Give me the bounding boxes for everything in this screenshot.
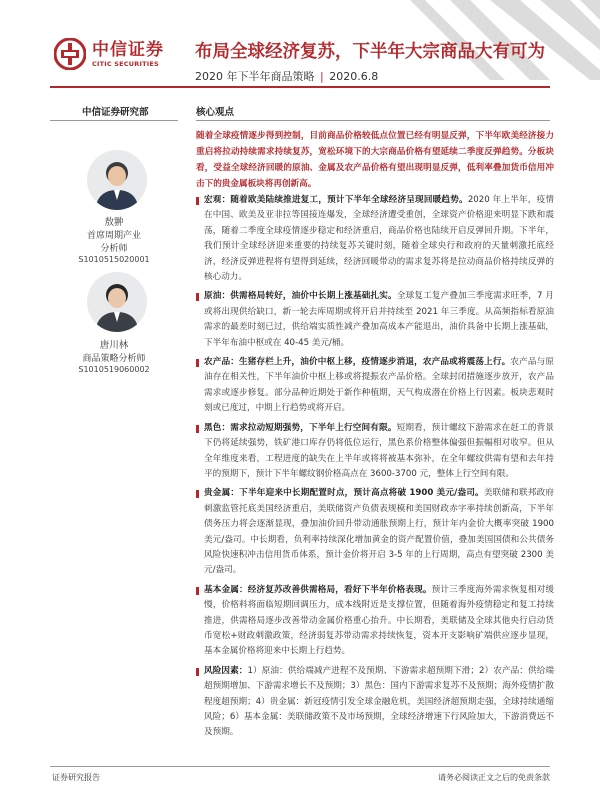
- citic-logo-icon: [54, 38, 86, 70]
- section-base-metals: [196, 583, 554, 660]
- left-divider: [50, 120, 178, 121]
- analyst-1-license: S1010515020001: [78, 255, 150, 264]
- right-divider: [196, 120, 550, 121]
- report-subtitle: [195, 68, 378, 84]
- section-lead: 风险因素：: [204, 665, 248, 676]
- analyst-2-license: S1010519060002: [78, 365, 150, 374]
- footer-report-type: 证券研究报告: [52, 773, 100, 782]
- analyst-1-title: 首席周期产业: [86, 231, 141, 241]
- analyst-1-photo: [87, 150, 147, 210]
- analyst-1-name: 敖翀: [104, 217, 124, 228]
- section-risks: [196, 664, 554, 741]
- report-date: 2020.6.8: [329, 70, 379, 83]
- section-ferrous: [196, 421, 554, 483]
- analyst-1-title-line2: 分析师: [100, 244, 128, 254]
- core-views-heading: 核心观点: [196, 107, 235, 118]
- section-agriculture: [196, 355, 554, 417]
- section-lead: 基本金属：经济复苏改善供需格局，看好下半年价格表现。: [204, 584, 432, 595]
- section-macro: [196, 193, 554, 285]
- section-body: 预计三季度海外需求恢复相对缓慢，价格料将面临短期回调压力，成本线附近是支撑位置，但随着海外疫情稳定和复工持续推进，供需格局逐步改善带动金属价格重心抬升。中长期看，美联储及全球其他央行启动货币宽松+财政刺激政策，经济弱复苏带动需求持续恢复，资本开支影响矿端供应逐步显现，基本金属价格将迎来中长期上行趋势。: [204, 584, 554, 657]
- person-icon: [87, 150, 147, 210]
- section-body: 美联储和联邦政府刺激监管托底美国经济重启，美联储资产负债表规模和美国财政赤字率持续创新高，下半年债务压力将会逐渐显现，叠加油价回升带动通胀预期上行，预计年内金价大概率突破 1900 美元/盎司。中长期看，负利率持续深化增加黄金的资产配置价值，叠加美国国债和公共债务风险快速积冲击信用货币体系，预计金价将开启 3-5 年的上行周期，高点有望突破 2300 美元/盎司。: [204, 488, 554, 576]
- section-body: 全球复工复产叠加三季度需求旺季，7 月或将出现供给缺口，新一轮去库周期或将开启并持续至 2021 年三季度。从高频指标看原油需求的最差时刻已过，供给端实质性减产叠加高成本产能退出，油价具备中长期上涨基础，下半年布油中枢或在 40-45 美元/桶。: [204, 291, 554, 348]
- section-lead: 黑色：需求拉动短期强势，下半年上行空间有限。: [204, 422, 397, 433]
- views-list: [196, 193, 554, 745]
- section-precious-metals: [196, 486, 554, 578]
- header-divider: [50, 86, 550, 88]
- brand-name-cn: 中信证券: [92, 39, 164, 60]
- section-crude-oil: [196, 289, 554, 351]
- subtitle-separator: |: [320, 70, 324, 83]
- report-series: 2020 年下半年商品策略: [195, 70, 315, 83]
- section-lead: 宏观：随着欧美陆续推进复工，预计下半年全球经济呈现回暖趋势。: [204, 195, 468, 205]
- report-title: 布局全球经济复苏，下半年大宗商品大有可为: [195, 42, 545, 62]
- section-lead: 贵金属：下半年迎来中长期配置时点，预计高点将破 1900 美元/盎司。: [204, 488, 484, 499]
- research-dept-heading: 中信证券研究部: [82, 107, 149, 118]
- analyst-2-title: 商品策略分析师: [82, 354, 146, 364]
- section-body: 2020 年上半年，疫情在中国、欧美及亚非拉等国接连爆发，全球经济遭受重创，全球资产价格迎来明显下跌和震荡，随着二季度全球疫情逐步稳定和经济重启，商品价格也陆续开启反弹回升期。下半年，我们预计全球经济迎来重要的持续复苏关键时刻，随着全球央行和政府的天量刺激托底经济，经济反弹进程将有望得到延续，经济回暖带动的需求复苏将是拉动商品价格持续反弹的核心动力。: [204, 195, 554, 283]
- brand-logo: [54, 38, 164, 70]
- core-summary: 随着全球疫情逐步得到控制，目前商品价格较低点位置已经有明显反弹，下半年欧美经济接力重启将拉动持续需求持续复苏，宽松环境下的大宗商品价格有望延续二季度反弹趋势。分板块看，受益全球经济回暖的原油、金属及农产品价格有望出现明显反弹，低利率叠加货币信用冲击下的贵金属板块将再创新高。: [196, 131, 554, 189]
- section-body: 短期看，预计螺纹下游需求在赶工的背景下仍将延续强势，铁矿港口库存仍将低位运行，黑色系价格整体偏强但振幅相对收窄。但从全年维度来看，工程进度的缺失在上半年或将将被基本弥补，在全年螺纹供需有望和去年持平的预期下，预计下半年螺纹钢价格高点在 3600-3700 元，整体上行空间有限。: [204, 422, 554, 479]
- report-header: [0, 0, 600, 92]
- person-icon: [87, 272, 147, 332]
- section-lead: 原油：供需格局转好，油价中长期上涨基础扎实。: [204, 291, 397, 302]
- footer-disclaimer: 请务必阅读正文之后的免责条款: [438, 773, 550, 782]
- analyst-2-photo: [87, 272, 147, 332]
- section-body: 农产品与原油存在相关性，下半年油价中枢上移或将提振农产品价格。全球封闭措施逐步放开，农产品需求或逐步修复。部分品种近期处于新作种植期，天气构成潜在价格上行因素。板块悲观时刻或已度过，中期上行趋势或将开启。: [204, 357, 554, 414]
- section-lead: 农产品：生猪存栏上升，油价中枢上移，疫情逐步消退，农产品或将震荡上行。: [204, 357, 511, 368]
- brand-name-en: CITIC SECURITIES: [92, 59, 159, 68]
- analyst-2-name: 唐川林: [99, 340, 129, 351]
- section-body: 1）原油：供给端减产进程不及预期、下游需求超预期下滑；2）农产品：供给端超预期增加、下游需求增长不及预期；3）黑色：国内下游需求复苏不及预期；海外疫情扩散程度超预期；4）贵金属：新冠疫情引发全球金融危机，美国经济超预期走强，全球持续通缩风险；6）基本金属：美联储政策不及市场预期，全球经济增速下行风险加大，下游消费远不及预期。: [204, 665, 554, 738]
- footer-divider: [50, 766, 550, 767]
